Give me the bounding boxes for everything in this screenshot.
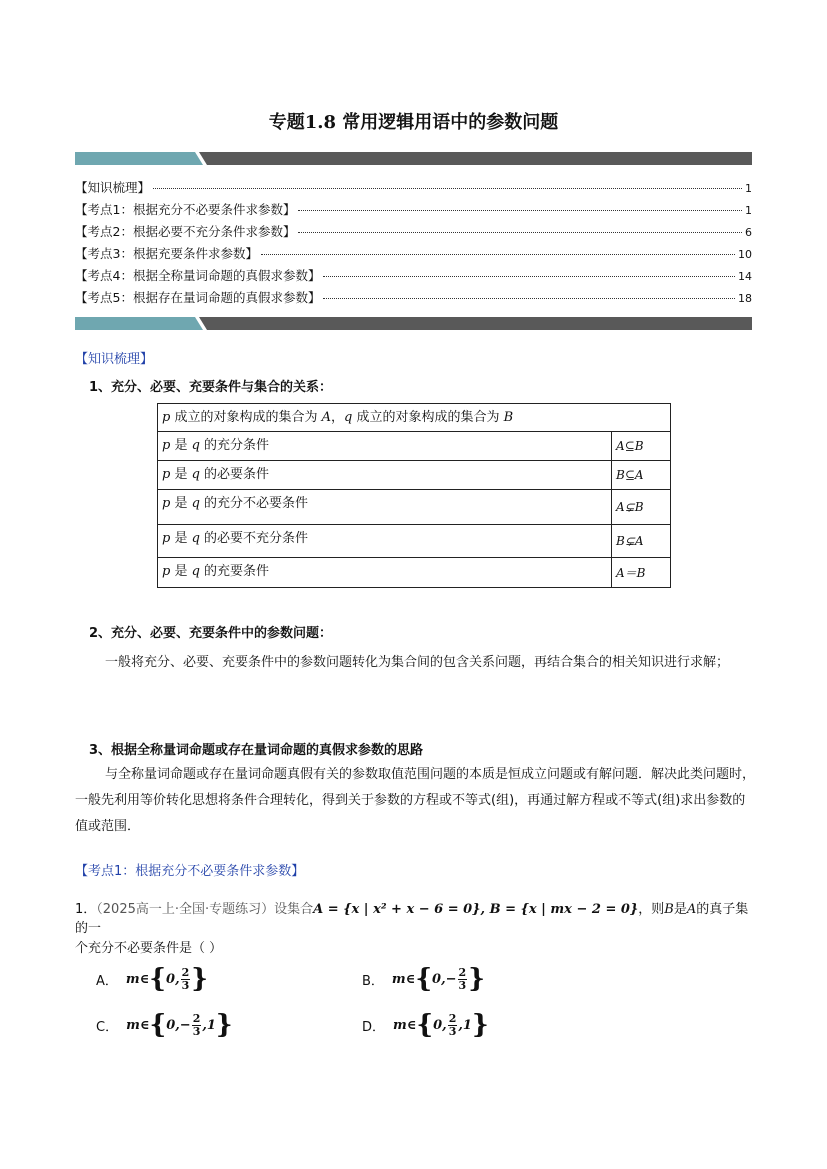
toc-row[interactable]	[75, 222, 752, 244]
toc-leader	[323, 275, 735, 277]
choice-letter: A．	[96, 973, 118, 989]
toc-page-number: 1	[745, 204, 752, 217]
choice-letter: B．	[362, 973, 384, 989]
toc-label: 【考点5：根据存在量词命题的真假求参数】	[75, 290, 321, 305]
toc-leader	[153, 187, 742, 189]
toc-leader	[298, 209, 742, 211]
toc-page-number: 1	[745, 182, 752, 195]
question-1: 1．（2025高一上·全国·专题练习）设集合A = {x | x² + x − 6 = 0}, B = {x | mx − 2 = 0}，则B是A的真子集的一	[75, 902, 749, 936]
relation-cell: B⊆A	[612, 461, 671, 490]
choice-prefix: m∈	[126, 1017, 150, 1033]
section-heading-point1: 【考点1：根据充分不必要条件求参数】	[75, 864, 305, 879]
toc-label: 【考点1：根据充分不必要条件求参数】	[75, 202, 296, 217]
relation-cell: A⊊B	[612, 490, 671, 525]
table-row	[158, 461, 671, 490]
question-1-line2: 个充分不必要条件是（ ）	[75, 941, 223, 956]
table-of-contents	[75, 178, 752, 310]
condition-set-table	[157, 403, 671, 588]
toc-page-number: 6	[745, 226, 752, 239]
subsection-title-1: 1、充分、必要、充要条件与集合的关系：	[89, 380, 333, 395]
table-header-cell: p 成立的对象构成的集合为 A，q 成立的对象构成的集合为 B	[158, 404, 671, 432]
choice-letter: C．	[96, 1019, 119, 1035]
toc-leader	[298, 231, 742, 233]
table-row	[158, 525, 671, 558]
choice-letter: D．	[362, 1019, 386, 1035]
section-heading-knowledge: 【知识梳理】	[75, 352, 154, 367]
toc-row[interactable]	[75, 244, 752, 266]
subsection-title-2: 2、充分、必要、充要条件中的参数问题：	[89, 626, 333, 641]
header-band-top	[75, 152, 752, 165]
band-teal-segment	[75, 152, 203, 165]
condition-cell: p 是 q 的必要不充分条件	[158, 525, 612, 558]
table-row	[158, 432, 671, 461]
question-source: （2025高一上·全国·专题练习）设集合	[96, 902, 314, 917]
relation-cell: A⊆B	[612, 432, 671, 461]
toc-page-number: 14	[738, 270, 752, 283]
question-number: 1．	[75, 902, 97, 917]
choice-a[interactable]: A． m∈ { 0, $\frac{2}{3}$ }	[96, 964, 208, 994]
subsection-text-2: 一般将充分、必要、充要条件中的参数问题转化为集合间的包含关系问题，再结合集合的相关知识进行求解；	[105, 655, 730, 670]
relation-cell: A＝B	[612, 558, 671, 588]
table-row	[158, 490, 671, 525]
toc-row[interactable]	[75, 178, 752, 200]
choice-b[interactable]: B． m∈ { 0, − $\frac{2}{3}$ }	[362, 964, 485, 994]
toc-label: 【知识梳理】	[75, 180, 151, 195]
table-row	[158, 558, 671, 588]
toc-row[interactable]	[75, 288, 752, 310]
toc-label: 【考点2：根据必要不充分条件求参数】	[75, 224, 296, 239]
page-title: 专题1.8 常用逻辑用语中的参数问题	[268, 112, 559, 133]
toc-leader	[323, 297, 735, 299]
toc-page-number: 18	[738, 292, 752, 305]
set-definition: A = {x | x² + x − 6 = 0}, B = {x | mx − 2 = 0}	[313, 902, 639, 917]
subsection-title-3: 3、根据全称量词命题或存在量词命题的真假求参数的思路	[89, 743, 424, 758]
toc-row[interactable]	[75, 200, 752, 222]
relation-cell: B⊊A	[612, 525, 671, 558]
subsection-text-3: 与全称量词命题或存在量词命题真假有关的参数取值范围问题的本质是恒成立问题或有解问题．解决此类问题时，一般先利用等价转化思想将条件合理转化，得到关于参数的方程或不等式(组)，再通过解方程或不等式(组)求出参数的值或范围．	[75, 767, 756, 834]
condition-cell: p 是 q 的充要条件	[158, 558, 612, 588]
condition-cell: p 是 q 的充分不必要条件	[158, 490, 612, 525]
choice-prefix: m∈	[393, 1017, 417, 1033]
toc-label: 【考点4：根据全称量词命题的真假求参数】	[75, 268, 321, 283]
choice-c[interactable]: C． m∈ { 0, − $\frac{2}{3}$ ,1 }	[96, 1010, 233, 1040]
toc-leader	[261, 253, 735, 255]
band-gray-segment	[199, 152, 752, 165]
condition-cell: p 是 q 的必要条件	[158, 461, 612, 490]
header-band-bottom	[75, 317, 752, 330]
toc-label: 【考点3：根据充要条件求参数】	[75, 246, 258, 261]
choice-prefix: m∈	[125, 971, 150, 987]
toc-page-number: 10	[738, 248, 752, 261]
toc-row[interactable]	[75, 266, 752, 288]
table-row	[158, 404, 671, 432]
choice-d[interactable]: D． m∈ { 0, $\frac{2}{3}$ ,1 }	[362, 1010, 489, 1040]
condition-cell: p 是 q 的充分条件	[158, 432, 612, 461]
choice-prefix: m∈	[391, 971, 416, 987]
